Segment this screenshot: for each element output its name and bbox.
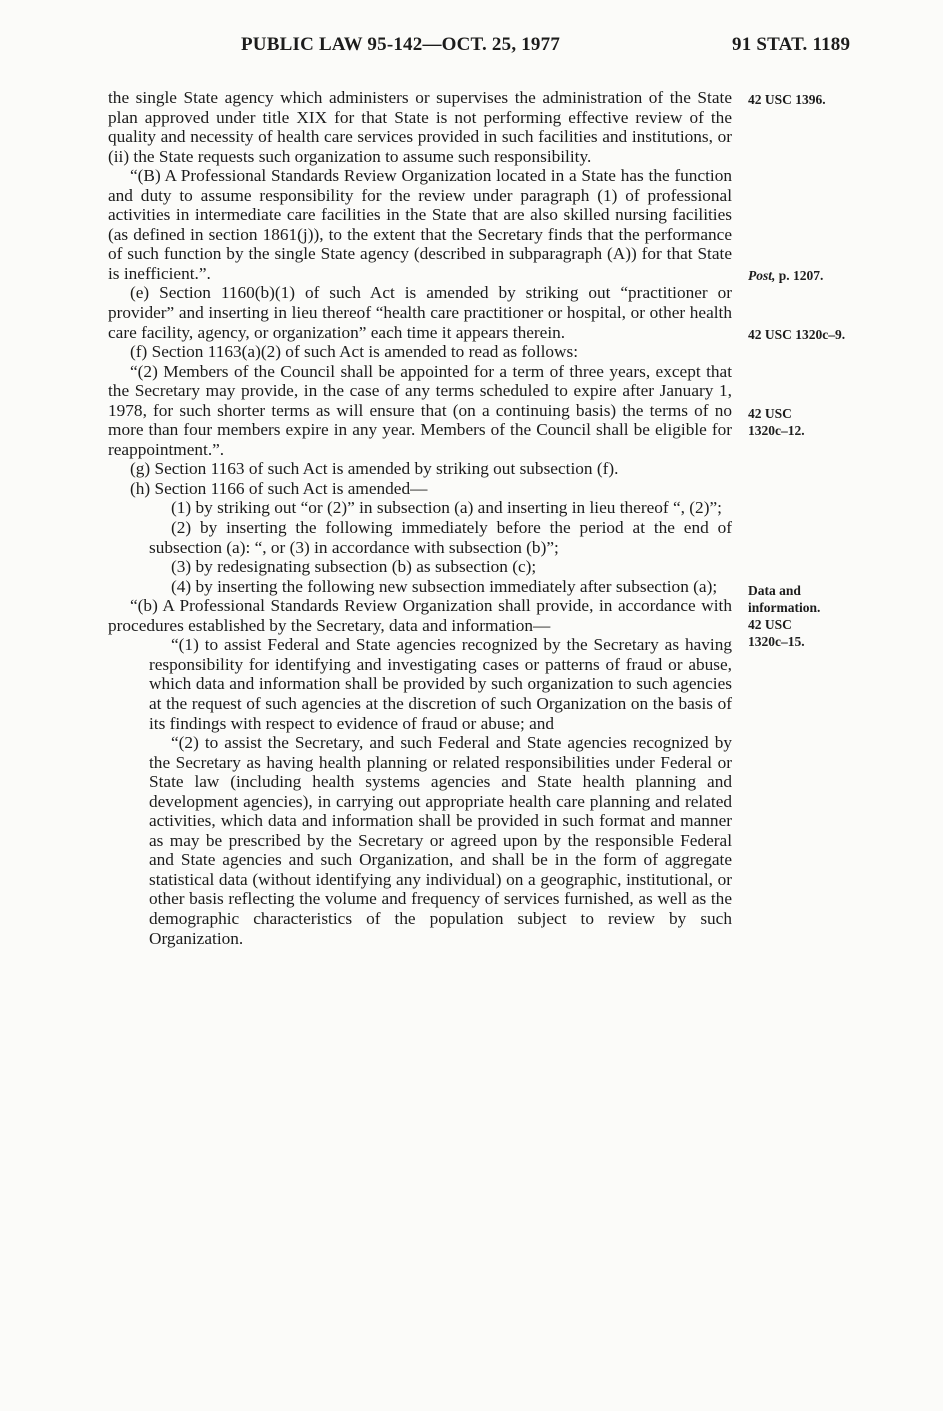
margin-note-post: Post, — [748, 268, 776, 283]
margin-note-line: Data and — [748, 583, 801, 598]
paragraph-council-terms: “(2) Members of the Council shall be appointed for a term of three years, except that the Secretary may provide, in the case of any terms scheduled to expire after January 1, 1978, for such shorter terms as will ensure that (on a continuing basis) the terms of no more than four members expire in any year. Members of the Council shall be eligible for reappointment.”. — [108, 361, 732, 459]
subsection-b-data-information: “(b) A Professional Standards Review Organization shall provide, in accordance with procedures established by the Secretary, data and information— — [108, 596, 732, 635]
margin-note-text: 42 USC 1396. — [748, 92, 826, 107]
law-text-body — [108, 88, 732, 948]
paragraph-g-section-1163: (g) Section 1163 of such Act is amended by striking out subsection (f). — [130, 459, 619, 479]
margin-note-line: information. — [748, 600, 821, 615]
clause-4-new-subsection: (4) by inserting the following new subsection immediately after subsection (a); — [171, 576, 718, 596]
clause-1-striking: (1) by striking out “or (2)” in subsection (a) and inserting in lieu thereof “, (2)”; — [171, 498, 722, 518]
margin-note-page: p. 1207. — [775, 268, 824, 283]
margin-note-1320c-12 — [748, 405, 805, 439]
margin-note-data-information — [748, 582, 820, 650]
margin-note-line: 1320c–15. — [748, 634, 805, 649]
paragraph-b-psro-review: “(B) A Professional Standards Review Organization located in a State has the function and duty to assume responsibility for the review under paragraph (1) of professional activities in intermediate care facilities in the State that are also skilled nursing facilities (as defined in section 1861(j)), to the extent that the Secretary finds that the performance of such function by the single State agency (described in subparagraph (A)) for that State is inefficient.”. — [108, 166, 732, 283]
margin-note-line: 1320c–12. — [748, 423, 805, 438]
margin-note-post-page — [748, 267, 823, 284]
paragraph-e-section-1160: (e) Section 1160(b)(1) of such Act is amended by striking out “practitioner or provider” and inserting in lieu thereof “health care practitioner or hospital, or other health care facility, agency, or organization” each time it appears therein. — [108, 283, 732, 342]
paragraph-f-section-1163: (f) Section 1163(a)(2) of such Act is amended to read as follows: — [130, 342, 579, 362]
margin-note-line: 42 USC — [748, 406, 792, 421]
clause-2-inserting: (2) by inserting the following immediately before the period at the end of subsection (a): “, or (3) in accordance with subsection (b)”; — [149, 518, 732, 557]
item-2-health-planning: “(2) to assist the Secretary, and such Federal and State agencies recognized by the Secretary as having health planning or related responsibilities under Federal or State law (including health systems agencies and State health planning and development agencies), in carrying out appropriate health care planning and related activities, which data and information shall be provided in such format and manner as may be prescribed by the Secretary or agreed upon by the responsible Federal and State agencies and such Organization, and shall be in the form of aggregate statistical data (without identifying any individual) on a geographic, institutional, or other basis reflecting the volume and frequency of services furnished, as well as the demographic characteristics of the population subject to review by such Organization. — [149, 733, 732, 948]
item-1-fraud-abuse: “(1) to assist Federal and State agencies recognized by the Secretary as having responsibility for identifying and investigating cases or patterns of fraud or abuse, which data and information shall be provided by such organization to such agencies at the request of such agencies at the discretion of such Organization on the basis of its findings with respect to evidence of fraud or abuse; and — [149, 635, 732, 733]
paragraph-h-section-1166: (h) Section 1166 of such Act is amended— — [130, 478, 428, 498]
clause-3-redesignating: (3) by redesignating subsection (b) as subsection (c); — [171, 557, 537, 577]
margin-note-42-usc-1396 — [748, 91, 826, 108]
paragraph-continuation: the single State agency which administers or supervises the administration of the State plan approved under title XIX for that State is not performing effective review of the quality and necessity of health care services provided in such facilities and institutions, or (ii) the State requests such organization to assume such responsibility. — [108, 88, 732, 166]
page-header — [0, 34, 943, 60]
running-head-title: PUBLIC LAW 95-142—OCT. 25, 1977 — [241, 34, 561, 55]
margin-note-1320c-9 — [748, 326, 845, 343]
statute-page-reference: 91 STAT. 1189 — [732, 34, 851, 55]
margin-note-text: 42 USC 1320c–9. — [748, 327, 846, 342]
margin-note-line: 42 USC — [748, 617, 792, 632]
